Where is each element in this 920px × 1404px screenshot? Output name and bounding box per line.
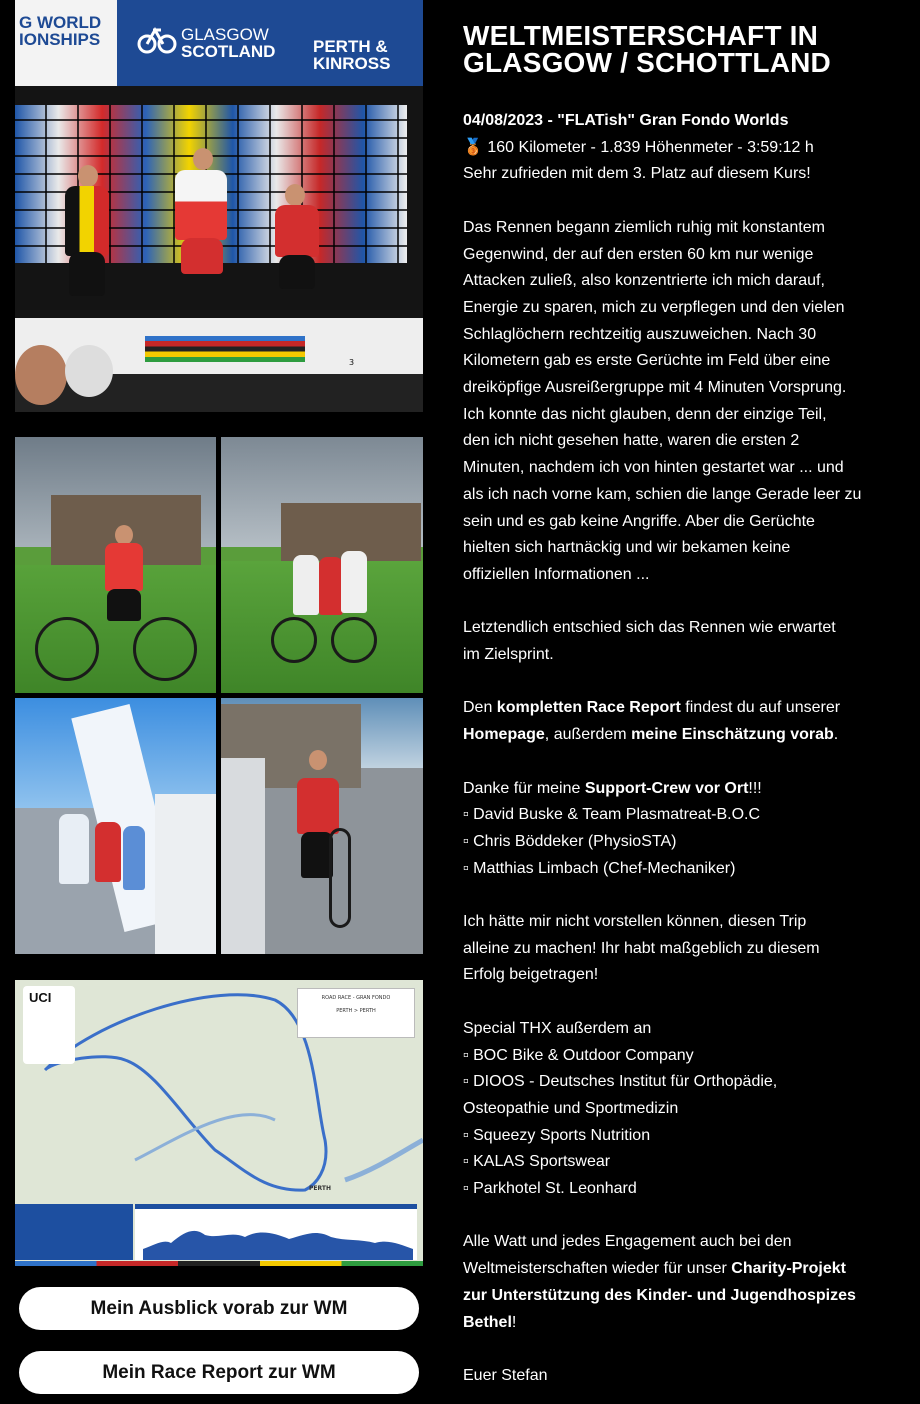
- list-item: ▫ KALAS Sportswear: [463, 1153, 611, 1171]
- paragraph-finish: [463, 615, 913, 668]
- text-line: Erfolg beigetragen!: [463, 966, 599, 984]
- uci-logo: UCI: [23, 986, 75, 1064]
- bike-wheel: [271, 617, 317, 663]
- banner-right-text: PERTH & KINROSS: [313, 37, 391, 73]
- elevation-profile: [135, 1204, 417, 1260]
- castle-photo-1: [15, 437, 216, 693]
- map-place-label: PERTH: [309, 1185, 331, 1192]
- rider-red-jersey: [319, 557, 343, 615]
- paragraph-gratitude: [463, 909, 913, 989]
- text-line: Homepage, außerdem meine Einschätzung vorab.: [463, 726, 839, 744]
- route-map: [15, 980, 423, 1266]
- rainbow-stripes: [145, 336, 305, 362]
- rider-red-jersey: [95, 822, 121, 882]
- bike-wheel: [35, 617, 99, 681]
- article: [463, 22, 913, 1390]
- bike-wheel: [331, 617, 377, 663]
- text-line: alleine zu machen! Ihr habt maßgeblich zu diesem: [463, 939, 820, 957]
- rider-third-place: [275, 205, 319, 257]
- rider-shorts: [279, 255, 315, 289]
- text-line: Attacken zuließ, also konzentrierte ich mich darauf,: [463, 272, 825, 290]
- text-line: Den kompletten Race Report findest du auf unserer: [463, 699, 841, 717]
- podium-number: 3: [349, 358, 355, 367]
- van: [221, 758, 265, 954]
- list-item: Osteopathie und Sportmedizin: [463, 1099, 679, 1117]
- rider-second-place: [65, 186, 109, 256]
- preview-button[interactable]: Mein Ausblick vorab zur WM: [19, 1287, 419, 1330]
- rider-shorts: [181, 238, 223, 274]
- rider-red-jersey: [297, 778, 339, 834]
- race-report-button[interactable]: Mein Race Report zur WM: [19, 1351, 419, 1394]
- podium-photo: [15, 0, 423, 412]
- text-line: Gegenwind, der auf den ersten 60 km nur wenige: [463, 245, 814, 263]
- list-item: ▫ Parkhotel St. Leonhard: [463, 1180, 637, 1198]
- text-line: [463, 1283, 913, 1310]
- spectator-helmet: [65, 345, 113, 397]
- text-line: Ich hätte mir nicht vorstellen können, diesen Trip: [463, 913, 807, 931]
- text-line: Schlaglöchern rechtzeitig auszuweichen. Nach 30: [463, 325, 817, 343]
- summary-line: Sehr zufrieden mit dem 3. Platz auf diesem Kurs!: [463, 165, 811, 183]
- rider-head: [309, 750, 327, 770]
- text-line: dreiköpfige Ausreißergruppe mit 4 Minuten Vorsprung.: [463, 379, 847, 397]
- charity-link[interactable]: zur Unterstützung des Kinder- und Jugendhospizes: [463, 1286, 856, 1304]
- text-line: Minuten, nachdem ich von hinten gestartet war ... und: [463, 459, 844, 477]
- rider-red-jersey: [105, 543, 143, 591]
- text-line: Kilometern gab es erste Gerüchte im Feld über eine: [463, 352, 831, 370]
- charity-link[interactable]: Bethel: [463, 1313, 512, 1331]
- bike-wheel: [329, 828, 351, 928]
- child-blue-shirt: [123, 826, 145, 890]
- text-line: Special THX außerdem an: [463, 1019, 652, 1037]
- list-item: ▫ DIOOS - Deutsches Institut für Orthopädie,: [463, 1073, 778, 1091]
- rider-head: [115, 525, 133, 545]
- person-white-shirt: [59, 814, 89, 884]
- cycling-logo-icon: [137, 20, 177, 56]
- street-photo: [221, 698, 423, 954]
- text-line: Weltmeisterschaften wieder für unser Charity-Projekt: [463, 1260, 846, 1278]
- date-line: 04/08/2023 - "FLATish" Gran Fondo Worlds: [463, 112, 789, 129]
- bronze-medal-icon: 🥉: [463, 138, 483, 156]
- list-item: ▫ BOC Bike & Outdoor Company: [463, 1046, 694, 1064]
- rider-head: [78, 165, 98, 187]
- person-white-shirt: [341, 551, 367, 613]
- list-item: ▫ Squeezy Sports Nutrition: [463, 1126, 651, 1144]
- rider-head: [285, 184, 305, 206]
- text-line: Alle Watt und jedes Engagement auch bei den: [463, 1233, 792, 1251]
- team-van-photo: [15, 698, 216, 954]
- paragraph-charity: [463, 1229, 913, 1336]
- rider-shorts: [107, 589, 141, 621]
- spectator-head: [15, 345, 67, 405]
- list-item: ▫ Matthias Limbach (Chef-Mechaniker): [463, 859, 736, 877]
- rider-shorts: [69, 252, 105, 296]
- text-line: hielten sich hartnäckig und wir bekamen keine: [463, 539, 791, 557]
- stats-text: 160 Kilometer - 1.839 Höhenmeter - 3:59:12 h: [487, 138, 814, 156]
- support-crew-list: [463, 776, 913, 883]
- stats-line: [463, 135, 913, 162]
- paragraph-links: [463, 695, 913, 748]
- charity-link[interactable]: Charity-Projekt: [731, 1260, 846, 1278]
- text-line: Ich konnte das nicht glauben, denn der einzige Teil,: [463, 405, 827, 423]
- race-report-link[interactable]: kompletten Race Report: [496, 699, 681, 717]
- rider-head: [193, 148, 213, 170]
- signoff: Euer Stefan: [463, 1366, 548, 1384]
- page-title: [463, 22, 913, 76]
- map-legend: ROAD RACE - GRAN FONDO PERTH > PERTH: [297, 988, 415, 1038]
- title-line: WELTMEISTERSCHAFT IN: [463, 20, 819, 51]
- team-van: [155, 794, 216, 954]
- text-line: Das Rennen begann ziemlich ruhig mit konstantem: [463, 218, 825, 236]
- text-line: als ich nach vorne kam, schien die lange Gerade leer zu: [463, 485, 862, 503]
- sponsor-thanks-list: [463, 1016, 913, 1203]
- banner-left-text: G WORLD IONSHIPS: [19, 13, 102, 49]
- text-line: Bethel!: [463, 1313, 517, 1331]
- text-line: offiziellen Informationen ...: [463, 565, 650, 583]
- preview-link[interactable]: meine Einschätzung vorab: [631, 726, 834, 744]
- list-item: ▫ David Buske & Team Plasmatreat-B.O.C: [463, 806, 761, 824]
- text-line: Energie zu sparen, mich zu verpflegen und den vielen: [463, 298, 845, 316]
- text-line: den ich nicht gesehen hatte, waren die ersten 2: [463, 432, 800, 450]
- paragraph-race: [463, 215, 913, 589]
- list-item: ▫ Chris Böddeker (PhysioSTA): [463, 832, 677, 850]
- route-key-panel: [15, 1204, 133, 1260]
- banner-logo-text: GLASGOW SCOTLAND: [181, 25, 276, 61]
- text-line: Letztendlich entschied sich das Rennen wie erwartet: [463, 619, 836, 637]
- championship-banner: [15, 0, 423, 86]
- bike-wheel: [133, 617, 197, 681]
- homepage-link[interactable]: Homepage: [463, 726, 545, 744]
- text-line: im Zielsprint.: [463, 646, 554, 664]
- text-line: sein und es gab keine Angriffe. Aber die Gerüchte: [463, 512, 815, 530]
- support-crew-label: Support-Crew vor Ort: [584, 779, 749, 797]
- person-white-shirt: [293, 555, 319, 615]
- title-line: GLASGOW / SCHOTTLAND: [463, 47, 831, 78]
- castle-photo-2: [221, 437, 423, 693]
- rider-first-place: [175, 170, 227, 240]
- text-line: Danke für meine Support-Crew vor Ort!!!: [463, 779, 762, 797]
- rainbow-stripes: [15, 1261, 423, 1266]
